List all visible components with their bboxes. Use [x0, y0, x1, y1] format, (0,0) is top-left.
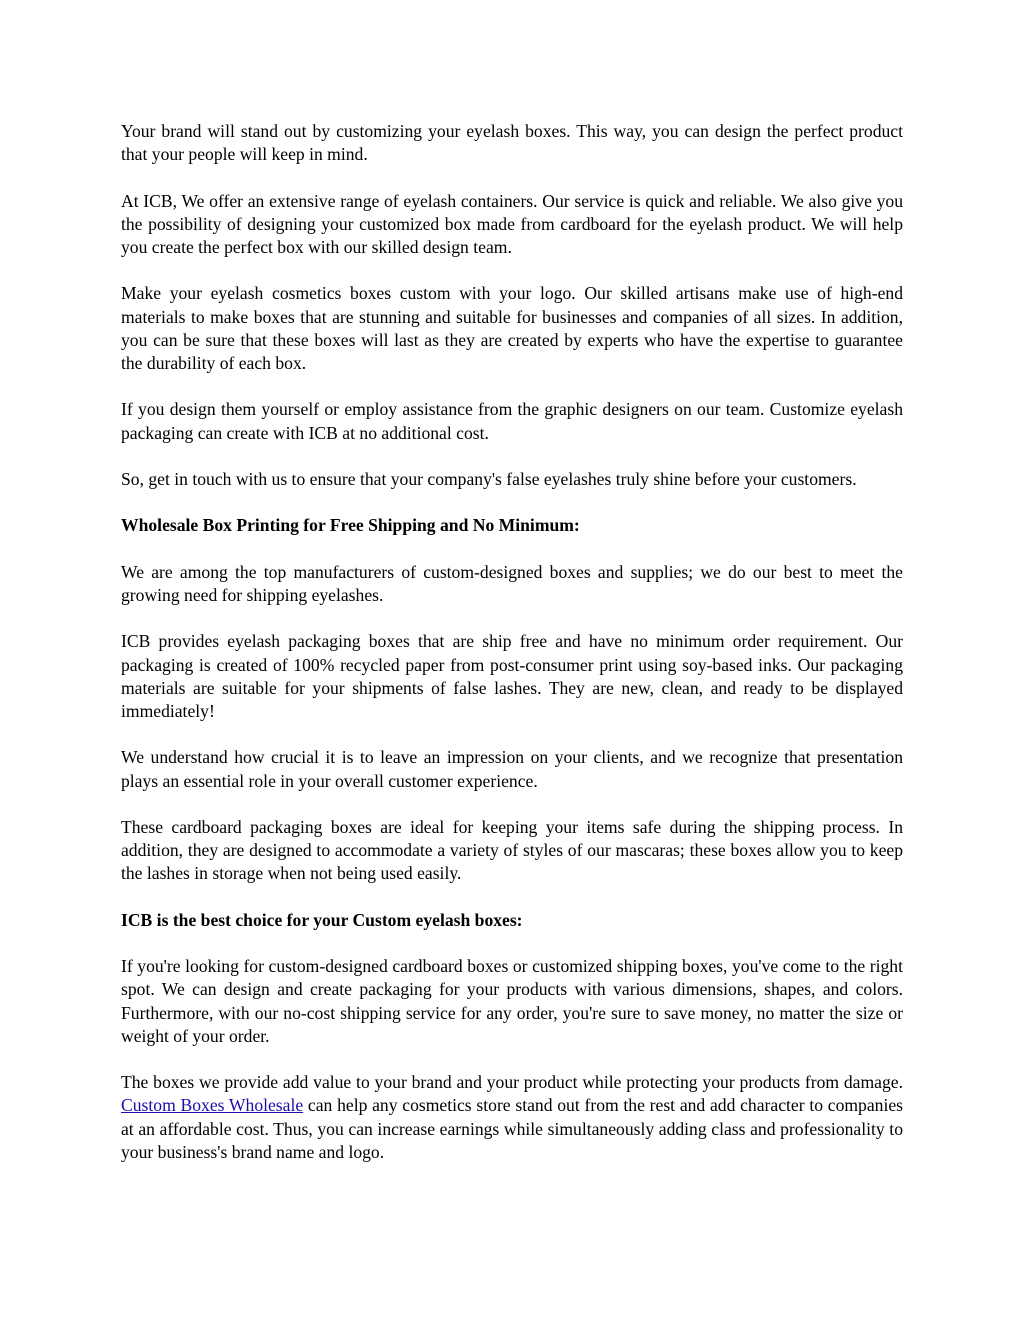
paragraph-ship-free: ICB provides eyelash packaging boxes that are ship free and have no minimum order requirement. Our packaging is created of 100% recycled paper from post-consumer print using soy-based inks. Our packaging materials are suitable for your shipments of false lashes. They are new, clean, and ready to be displayed immediately! — [121, 631, 903, 721]
paragraph-right-spot: If you're looking for custom-designed cardboard boxes or customized shipping boxes, you've come to the right spot. We can design and create packaging for your products with various dimensions, shapes, and colors. Furthermore, with our no-cost shipping service for any order, you're sure to save money, no matter the size or weight of your order. — [121, 956, 903, 1046]
paragraph-add-value — [121, 1071, 903, 1164]
section-heading-best-choice: ICB is the best choice for your Custom eyelash boxes: — [121, 909, 523, 930]
paragraph-icb-offer: At ICB, We offer an extensive range of eyelash containers. Our service is quick and reliable. We also give you the possibility of designing your customized box made from cardboard for the eyelash product. We will help you create the perfect box with our skilled design team. — [121, 190, 903, 257]
paragraph-design-yourself: If you design them yourself or employ assistance from the graphic designers on our team. Customize eyelash packaging can create with ICB at no additional cost. — [121, 399, 903, 443]
paragraph-add-value-end: can help any cosmetics store stand out from the rest and add character to companies at an affordable cost. Thus, you can increase earnings while simultaneously adding class and professionality to your business's brand name and logo. — [121, 1095, 903, 1162]
section-heading-wholesale: Wholesale Box Printing for Free Shipping and No Minimum: — [121, 515, 580, 536]
paragraph-top-manufacturers: We are among the top manufacturers of custom-designed boxes and supplies; we do our best to meet the growing need for shipping eyelashes. — [121, 561, 903, 605]
paragraph-impression: We understand how crucial it is to leave an impression on your clients, and we recognize that presentation plays an essential role in your overall customer experience. — [121, 747, 903, 791]
paragraph-cardboard-boxes: These cardboard packaging boxes are ideal for keeping your items safe during the shipping process. In addition, they are designed to accommodate a variety of styles of our mascaras; these boxes allow you to keep the lashes in storage when not being used easily. — [121, 816, 903, 884]
paragraph-get-in-touch: So, get in touch with us to ensure that your company's false eyelashes truly shine before your customers. — [121, 468, 857, 489]
paragraph-logo-custom: Make your eyelash cosmetics boxes custom with your logo. Our skilled artisans make use of high-end materials to make boxes that are stunning and suitable for businesses and companies of all sizes. In addition, you can be sure that these boxes will last as they are created by experts who have the expertise to guarantee the durability of each box. — [121, 283, 903, 373]
document-page — [121, 120, 903, 1187]
custom-boxes-wholesale-link[interactable]: Custom Boxes Wholesale — [121, 1095, 304, 1116]
paragraph-add-value-start: The boxes we provide add value to your brand and your product while protecting your products from damage. — [121, 1072, 903, 1093]
paragraph-brand-stand-out: Your brand will stand out by customizing your eyelash boxes. This way, you can design the perfect product that your people will keep in mind. — [121, 121, 903, 165]
